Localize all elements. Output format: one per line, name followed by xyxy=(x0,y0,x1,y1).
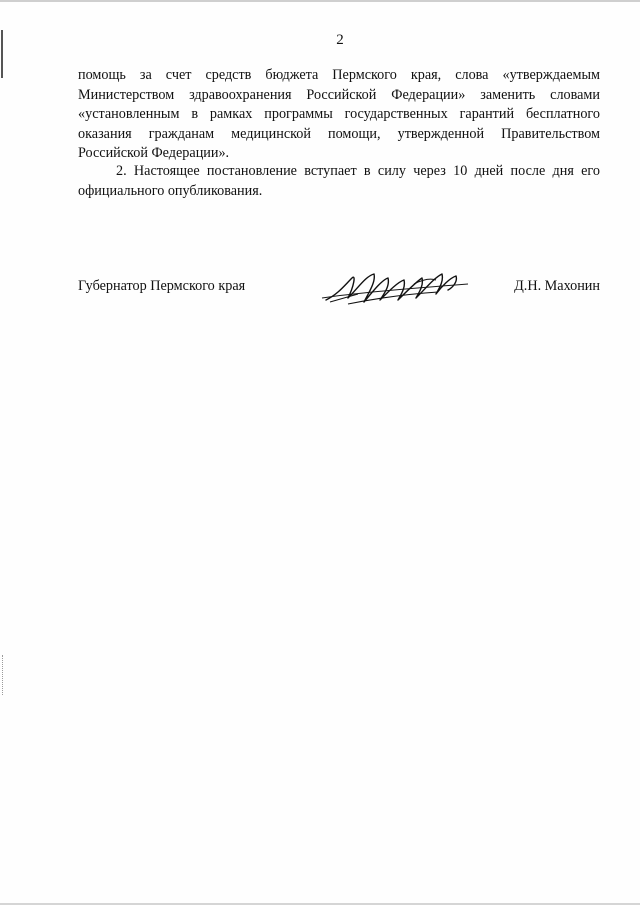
handwritten-signature xyxy=(318,264,478,314)
signer-position: Губернатор Пермского края xyxy=(78,278,246,294)
scan-top-edge xyxy=(0,0,640,2)
paragraph-continuation: помощь за счет средств бюджета Пермского края, слова «утверждаемым Министерством здравоохранения Российской Федерации» заменить словами «установленным в рамках программы государственных гарантий бесплатного оказания гражданам медицинской помощи, утвержденной Правительством Российской Федерации». xyxy=(78,67,600,161)
page-number: 2 xyxy=(336,32,344,48)
scan-left-edge-dots xyxy=(2,655,4,695)
signer-name: Д.Н. Махонин xyxy=(514,278,600,294)
paragraph-effective-date: 2. Настоящее постановление вступает в силу через 10 дней после дня его официального опубликования. xyxy=(78,163,600,199)
signature-block xyxy=(78,276,600,316)
